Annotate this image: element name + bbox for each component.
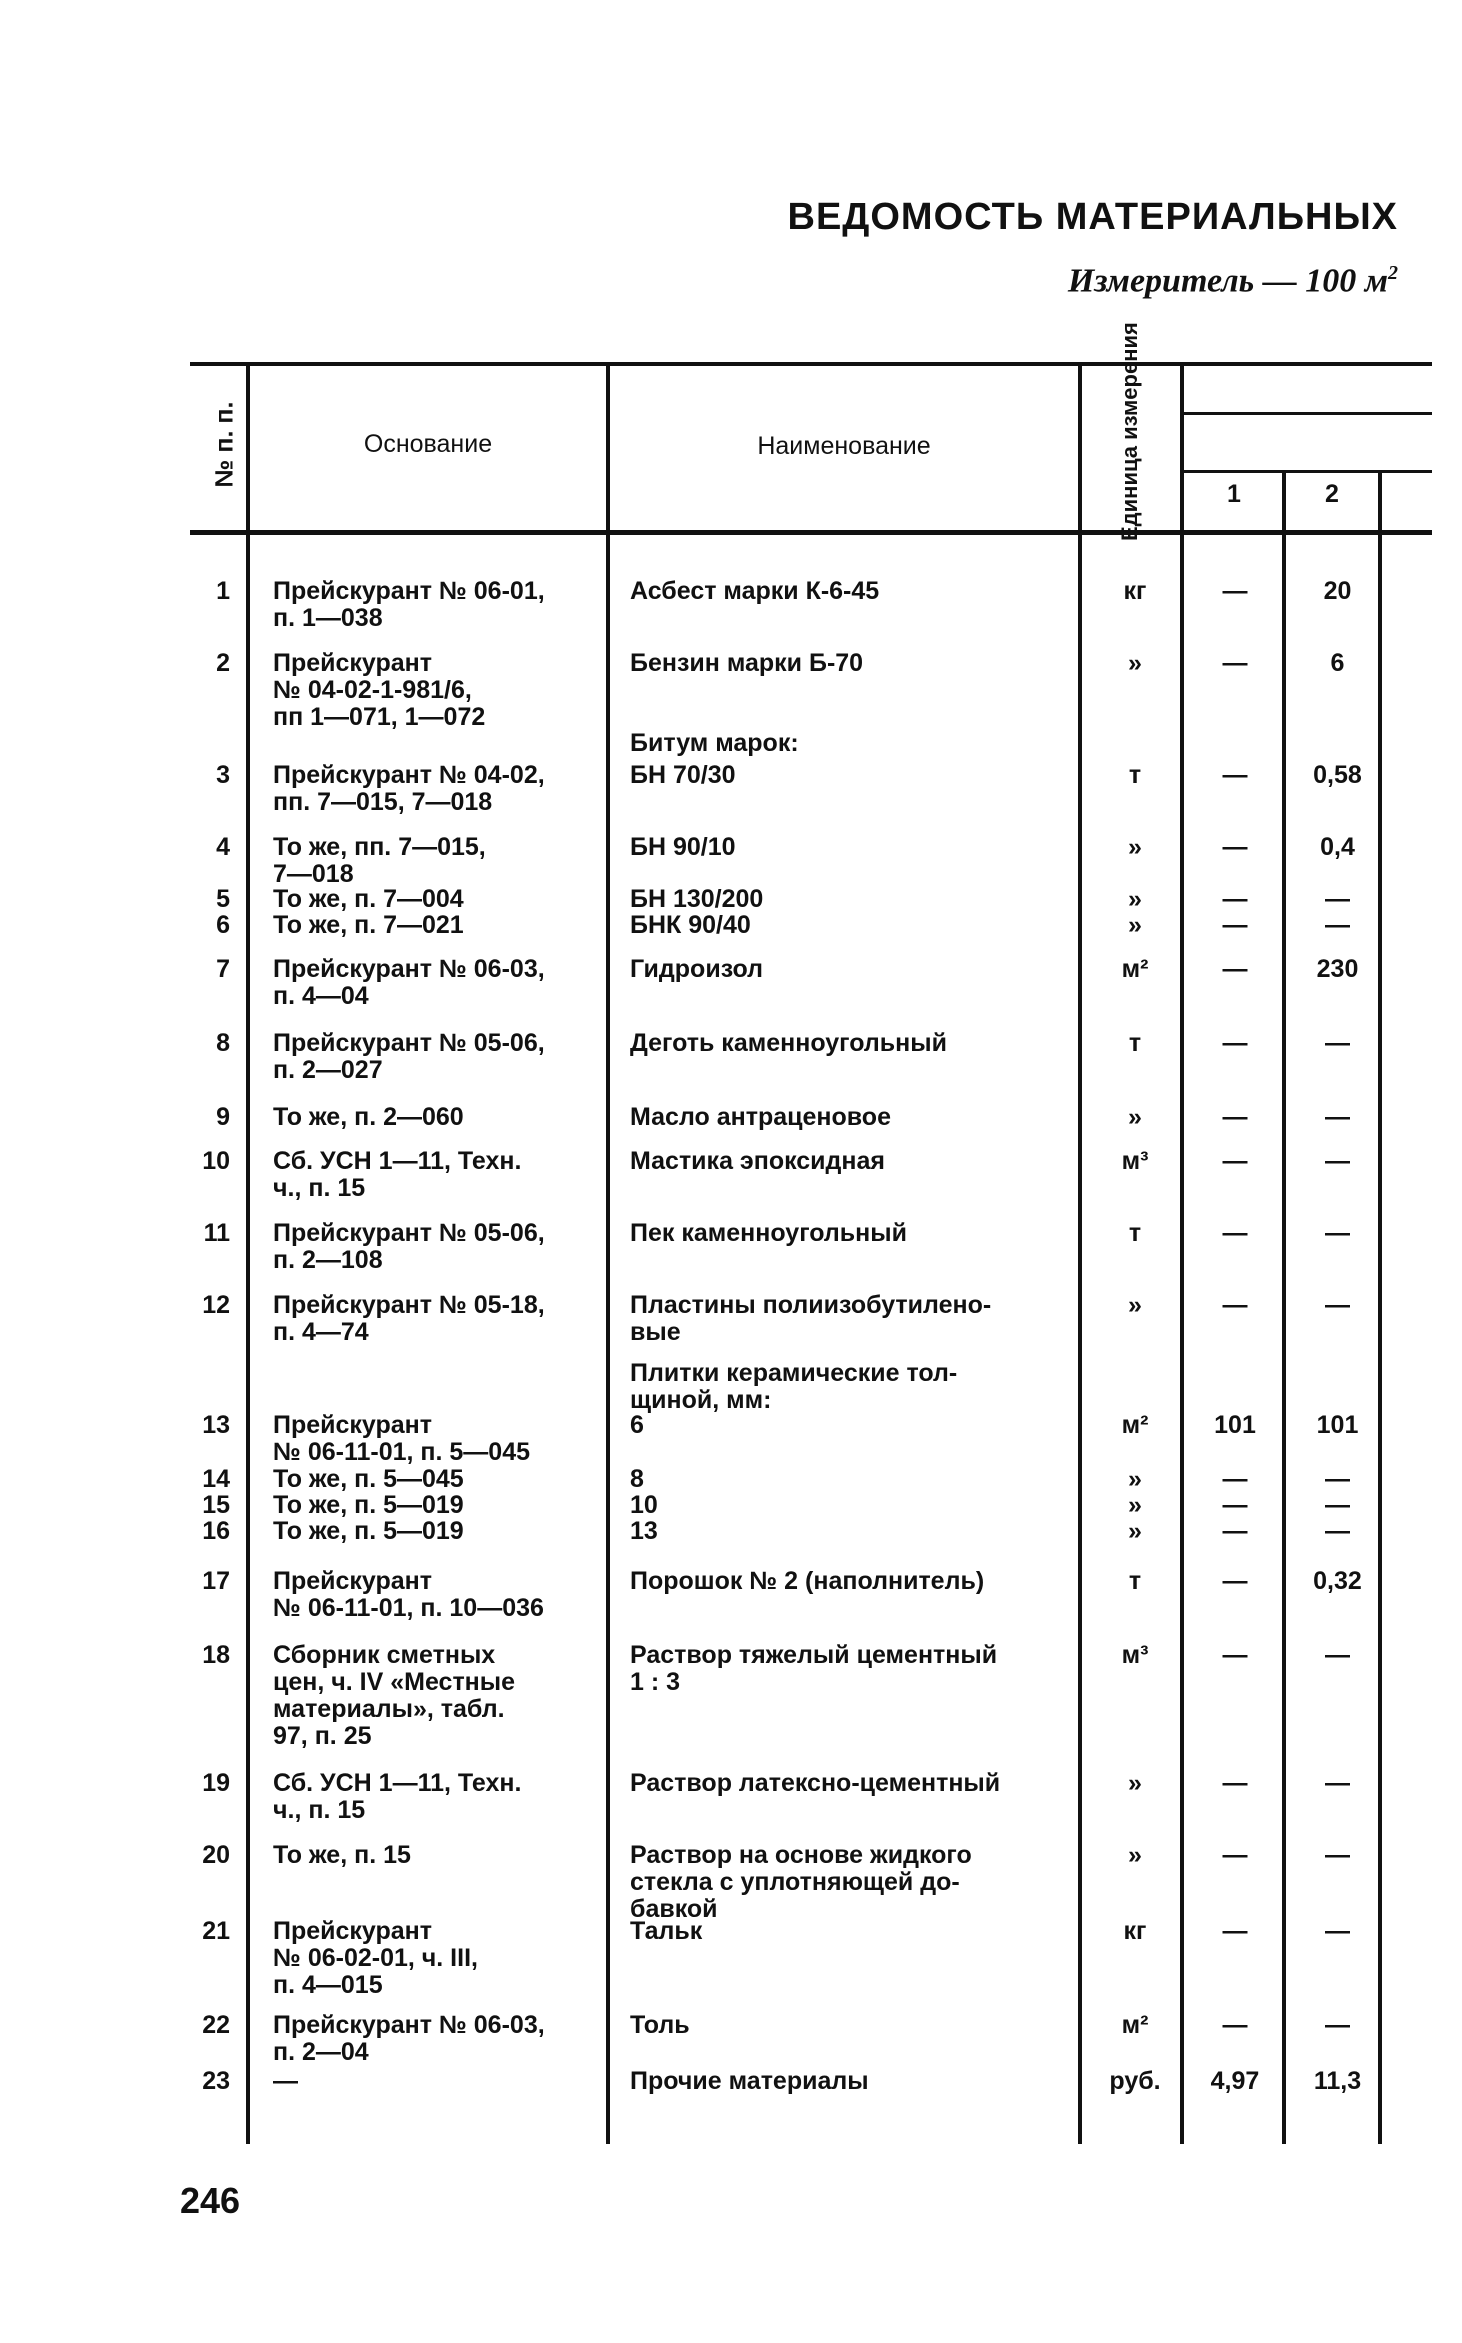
row-col1: — — [1222, 1219, 1248, 1247]
row-unit: кг — [1123, 577, 1147, 605]
row-basis: Прейскурант № 05-06, п. 2—027 — [273, 1029, 545, 1084]
row-basis: Прейскурант № 04-02-1-981/6, пп 1—071, 1—072 — [273, 649, 486, 731]
row-col1: — — [1222, 1147, 1248, 1175]
row-unit: » — [1128, 1491, 1142, 1519]
row-col2: — — [1325, 1769, 1350, 1797]
header-bottom-rule — [190, 530, 1432, 535]
row-number: 4 — [216, 833, 230, 861]
row-number: 7 — [216, 955, 230, 983]
row-col2: — — [1325, 2011, 1350, 2039]
row-basis: То же, п. 5—019 — [273, 1517, 464, 1545]
row-number: 12 — [202, 1291, 230, 1319]
subtitle-superscript: 2 — [1388, 262, 1398, 284]
row-col1: — — [1222, 1103, 1248, 1131]
row-basis: — — [273, 2067, 298, 2095]
row-name: Мастика эпоксидная — [630, 1147, 886, 1175]
row-number: 22 — [202, 2011, 230, 2039]
row-col1: — — [1222, 761, 1248, 789]
row-number: 13 — [202, 1411, 230, 1439]
header-basis: Основание — [363, 430, 493, 458]
row-basis: Прейскурант № 06-01, п. 1—038 — [273, 577, 545, 632]
header-col2: 2 — [1325, 480, 1339, 508]
header-unit: Единица измерения — [1117, 322, 1142, 541]
row-name: Пластины полиизобутилено- вые — [630, 1291, 992, 1346]
row-name: 13 — [630, 1517, 658, 1545]
row-col1: — — [1222, 833, 1248, 861]
row-basis: То же, п. 5—045 — [273, 1465, 464, 1493]
row-col2: 0,32 — [1313, 1567, 1362, 1595]
row-unit: м² — [1121, 2011, 1149, 2039]
row-number: 6 — [216, 911, 230, 939]
subtitle-text: Измеритель — 100 м — [1067, 262, 1388, 300]
row-col1: — — [1222, 1029, 1248, 1057]
row-unit: руб. — [1109, 2067, 1161, 2095]
row-unit: » — [1128, 1103, 1142, 1131]
row-number: 16 — [202, 1517, 230, 1545]
row-number: 18 — [202, 1641, 230, 1669]
row-basis: Сб. УСН 1—11, Техн. ч., п. 15 — [273, 1769, 522, 1824]
row-unit: м² — [1121, 1411, 1149, 1439]
row-unit: т — [1128, 761, 1142, 789]
row-col2: 230 — [1316, 955, 1359, 983]
row-number: 2 — [216, 649, 230, 677]
row-col2: — — [1325, 1917, 1350, 1945]
row-number: 1 — [216, 577, 230, 605]
row-col2: 6 — [1330, 649, 1345, 677]
column-divider-num — [246, 362, 250, 2144]
row-col1: — — [1222, 1491, 1248, 1519]
row-unit: кг — [1123, 1917, 1147, 1945]
row-col1: — — [1222, 911, 1248, 939]
row-basis: То же, пп. 7—015, 7—018 — [273, 833, 486, 888]
row-basis: Прейскурант № 06-11-01, п. 5—045 — [273, 1411, 531, 1466]
row-col2: — — [1325, 911, 1350, 939]
row-col1: — — [1222, 1465, 1248, 1493]
row-basis: То же, п. 15 — [273, 1841, 411, 1869]
row-number: 8 — [216, 1029, 230, 1057]
header-name: Наименование — [757, 432, 931, 460]
column-divider-basis — [606, 362, 610, 2144]
row-basis: То же, п. 7—021 — [273, 911, 464, 939]
row-col2: — — [1325, 1517, 1350, 1545]
row-number: 9 — [216, 1103, 230, 1131]
row-name: 6 — [630, 1411, 644, 1439]
row-number: 19 — [202, 1769, 230, 1797]
row-col1: — — [1222, 649, 1248, 677]
row-col2: 101 — [1316, 1411, 1359, 1439]
row-basis: Прейскурант № 06-03, п. 2—04 — [273, 2011, 545, 2066]
row-number: 21 — [202, 1917, 230, 1945]
row-name: Порошок № 2 (наполнитель) — [630, 1567, 985, 1595]
row-unit: » — [1128, 1291, 1142, 1319]
row-name: Тальк — [630, 1917, 703, 1945]
row-name: Гидроизол — [630, 955, 764, 983]
row-col2: — — [1325, 1103, 1350, 1131]
row-name: Раствор тяжелый цементный 1 : 3 — [630, 1641, 998, 1696]
row-basis: Прейскурант № 06-03, п. 4—04 — [273, 955, 545, 1010]
row-basis: То же, п. 5—019 — [273, 1491, 464, 1519]
header-num: № п. п. — [210, 401, 239, 488]
row-basis: То же, п. 7—004 — [273, 885, 464, 913]
row-number: 5 — [216, 885, 230, 913]
row-basis: Прейскурант № 05-06, п. 2—108 — [273, 1219, 545, 1274]
row-number: 17 — [202, 1567, 230, 1595]
row-col1: — — [1222, 1917, 1248, 1945]
page-title: ВЕДОМОСТЬ МАТЕРИАЛЬНЫХ — [787, 196, 1398, 238]
row-basis: Прейскурант № 04-02, пп. 7—015, 7—018 — [273, 761, 545, 816]
row-unit: т — [1128, 1219, 1142, 1247]
row-col2: — — [1325, 1029, 1350, 1057]
row-number: 15 — [202, 1491, 230, 1519]
row-col1: — — [1222, 1567, 1248, 1595]
row-col1: — — [1222, 2011, 1248, 2039]
row-name: Асбест марки К-6-45 — [630, 577, 880, 605]
row-name: БНК 90/40 — [630, 911, 751, 939]
row-basis: Прейскурант № 06-11-01, п. 10—036 — [273, 1567, 544, 1622]
row-number: 14 — [202, 1465, 230, 1493]
row-unit: » — [1128, 1769, 1142, 1797]
page-number: 246 — [180, 2180, 241, 2221]
row-basis: Сборник сметных цен, ч. IV «Местные материалы», табл. 97, п. 25 — [273, 1641, 516, 1750]
row-number: 11 — [203, 1219, 230, 1247]
row-name: Пек каменноугольный — [630, 1219, 907, 1247]
row-col2: 0,4 — [1320, 833, 1355, 861]
row-number: 23 — [202, 2067, 230, 2095]
row-name: 8 — [630, 1465, 644, 1493]
row-name: Бензин марки Б-70 — [630, 649, 864, 677]
row-unit: » — [1128, 885, 1142, 913]
row-basis: Прейскурант № 06-02-01, ч. III, п. 4—015 — [273, 1917, 478, 1999]
row-col2: — — [1325, 1147, 1350, 1175]
row-col2: — — [1325, 1841, 1350, 1869]
row-unit: » — [1128, 1841, 1142, 1869]
column-divider-unit — [1180, 362, 1184, 2144]
row-name: БН 90/10 — [630, 833, 736, 861]
row-col1: — — [1222, 577, 1248, 605]
row-unit: м³ — [1121, 1147, 1149, 1175]
row-unit: м³ — [1121, 1641, 1149, 1669]
row-col1: — — [1222, 1641, 1248, 1669]
row-col1: — — [1222, 1841, 1248, 1869]
row-col2: 0,58 — [1313, 761, 1362, 789]
header-group-rule — [1180, 412, 1432, 415]
row-col1: — — [1222, 955, 1248, 983]
row-col1: — — [1222, 1769, 1248, 1797]
row-name: 10 — [630, 1491, 658, 1519]
row-col1: — — [1222, 1517, 1248, 1545]
row-number: 10 — [202, 1147, 230, 1175]
row-col2: — — [1325, 1641, 1350, 1669]
row-name: БН 70/30 — [630, 761, 736, 789]
row-unit: » — [1128, 1465, 1142, 1493]
row-col1: — — [1222, 1291, 1248, 1319]
row-col1: — — [1222, 885, 1248, 913]
row-name: Плитки керамические тол- щиной, мм: — [630, 1359, 958, 1414]
row-unit: т — [1128, 1567, 1142, 1595]
row-unit: » — [1128, 1517, 1142, 1545]
row-col2: 20 — [1323, 577, 1352, 605]
row-unit: т — [1128, 1029, 1142, 1057]
row-name: Раствор латексно-цементный — [630, 1769, 1001, 1797]
row-unit: » — [1128, 911, 1142, 939]
row-col1: 4,97 — [1210, 2067, 1260, 2095]
row-number: 20 — [202, 1841, 230, 1869]
row-col2: — — [1325, 1465, 1350, 1493]
row-col2: — — [1325, 885, 1350, 913]
row-name: Прочие материалы — [630, 2067, 869, 2095]
row-name: БН 130/200 — [630, 885, 764, 913]
header-col1: 1 — [1227, 480, 1241, 508]
row-basis: То же, п. 2—060 — [273, 1103, 464, 1131]
column-divider-name — [1078, 362, 1082, 2144]
header-subgroup-rule — [1180, 470, 1432, 473]
row-col2: — — [1325, 1219, 1350, 1247]
row-unit: » — [1128, 649, 1142, 677]
row-unit: м² — [1121, 955, 1149, 983]
row-basis: Прейскурант № 05-18, п. 4—74 — [273, 1291, 545, 1346]
row-name: Раствор на основе жидкого стекла с уплотняющей до- бавкой — [630, 1841, 972, 1923]
row-col1: 101 — [1214, 1411, 1256, 1439]
row-name: Деготь каменноугольный — [630, 1029, 947, 1057]
row-col2: — — [1325, 1491, 1350, 1519]
measure-unit-subtitle — [1068, 262, 1398, 300]
row-name: Битум марок: — [630, 729, 799, 757]
row-col2: 11,3 — [1313, 2067, 1362, 2095]
row-col2: — — [1325, 1291, 1350, 1319]
row-basis: Сб. УСН 1—11, Техн. ч., п. 15 — [273, 1147, 522, 1202]
row-name: Толь — [630, 2011, 690, 2039]
row-unit: » — [1128, 833, 1142, 861]
row-number: 3 — [216, 761, 230, 789]
table-top-rule — [190, 362, 1432, 366]
row-name: Масло антраценовое — [630, 1103, 891, 1131]
